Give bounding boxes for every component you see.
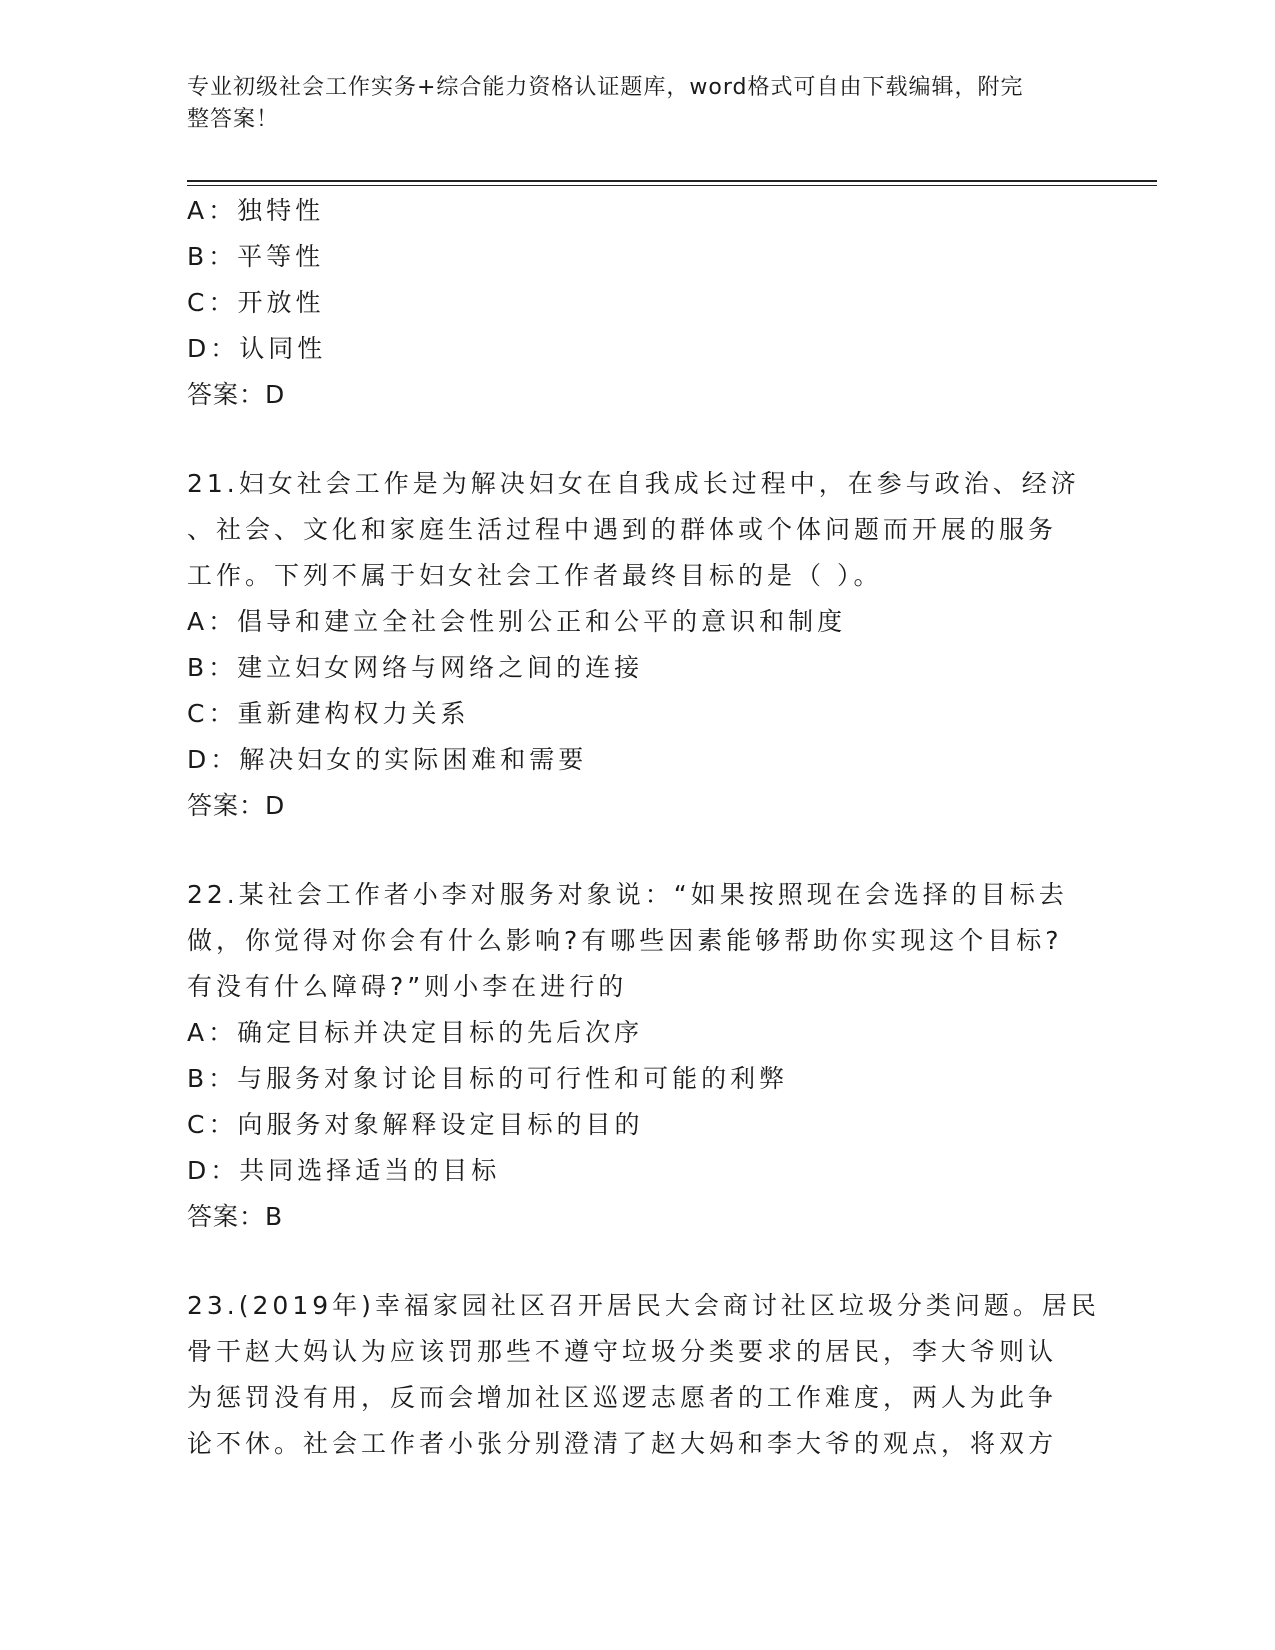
question-22 — [187, 872, 1087, 1240]
option-a: A：独特性 — [187, 196, 325, 225]
option-c: C：重新建构权力关系 — [187, 699, 470, 728]
question-21 — [187, 461, 1087, 829]
question-content — [187, 188, 1100, 1467]
option-c: C：开放性 — [187, 288, 325, 317]
question-text-line: 做，你觉得对你会有什么影响?有哪些因素能够帮助你实现这个目标? — [187, 926, 1063, 955]
option-c: C：向服务对象解释设定目标的目的 — [187, 1110, 644, 1139]
header-divider-thin — [187, 185, 1157, 186]
question-text-line: 21.妇女社会工作是为解决妇女在自我成长过程中，在参与政治、经济 — [187, 469, 1080, 498]
question-text-line: 22.某社会工作者小李对服务对象说：“如果按照现在会选择的目标去 — [187, 880, 1068, 909]
option-b: B：平等性 — [187, 242, 325, 271]
answer: 答案：D — [187, 380, 286, 409]
question-text-line: 、社会、文化和家庭生活过程中遇到的群体或个体问题而开展的服务 — [187, 515, 1058, 544]
header-line-1: 专业初级社会工作实务+综合能力资格认证题库，word格式可自由下载编辑，附完 — [187, 75, 1024, 100]
document-header — [187, 72, 1087, 136]
header-divider-thick — [187, 180, 1157, 182]
question-text-line: 工作。下列不属于妇女社会工作者最终目标的是（ ）。 — [187, 561, 883, 590]
question-text-line: 论不休。社会工作者小张分别澄清了赵大妈和李大爷的观点，将双方 — [187, 1429, 1058, 1458]
option-b: B：与服务对象讨论目标的可行性和可能的利弊 — [187, 1064, 789, 1093]
answer: 答案：B — [187, 1202, 284, 1231]
option-b: B：建立妇女网络与网络之间的连接 — [187, 653, 644, 682]
question-23 — [187, 1283, 1100, 1467]
answer: 答案：D — [187, 791, 286, 820]
question-text-line: 有没有什么障碍?”则小李在进行的 — [187, 972, 628, 1001]
option-a: A：确定目标并决定目标的先后次序 — [187, 1018, 644, 1047]
question-text-line: 骨干赵大妈认为应该罚那些不遵守垃圾分类要求的居民，李大爷则认 — [187, 1337, 1058, 1366]
option-a: A：倡导和建立全社会性别公正和公平的意识和制度 — [187, 607, 847, 636]
header-line-2: 整答案！ — [187, 107, 280, 132]
question-text-line: 23.(2019年)幸福家园社区召开居民大会商讨社区垃圾分类问题。居民 — [187, 1291, 1100, 1320]
question-text-line: 为惩罚没有用，反而会增加社区巡逻志愿者的工作难度，两人为此争 — [187, 1383, 1058, 1412]
option-d: D：解决妇女的实际困难和需要 — [187, 745, 588, 774]
option-d: D：共同选择适当的目标 — [187, 1156, 501, 1185]
option-d: D：认同性 — [187, 334, 327, 363]
prev-question — [187, 188, 1087, 418]
